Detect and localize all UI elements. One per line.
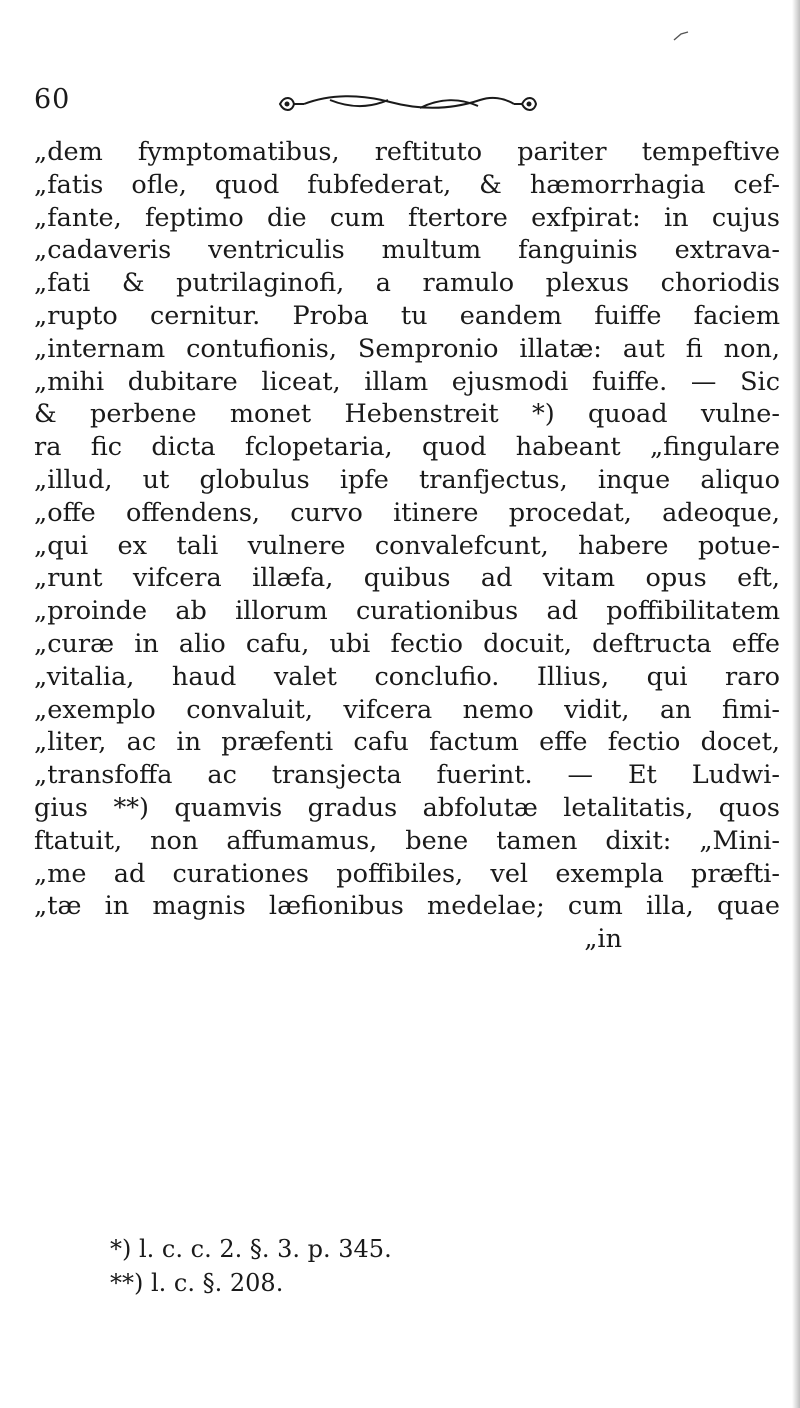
text-line: „rupto cernitur. Proba tu eandem fuiffe faciem [34,300,780,331]
text-line: „transfoffa ac transjecta fuerint. — Et Ludwi- [34,760,780,791]
text-line: „fati & putrilaginofi, a ramulo plexus choriodis [34,268,780,299]
body-text [34,136,780,956]
text-line: „fante, feptimo die cum ftertore exfpirat: in cujus [34,202,780,233]
text-line: „cadaveris ventriculis multum fanguinis extrava- [34,235,780,266]
text-line: „dem fymptomatibus, reftituto pariter tempeftive [34,137,780,167]
text-line: „vitalia, haud valet conclufio. Illius, qui raro [34,661,780,692]
text-line: „runt vifcera illæfa, quibus ad vitam opus eft, [34,563,780,594]
headpiece-ornament-icon [270,92,540,116]
printer-mark-icon [672,30,690,44]
footnote-1: *) l. c. c. 2. §. 3. p. 345. [110,1235,392,1263]
text-line: „illud, ut globulus ipfe tranfjectus, inque aliquo [34,464,780,495]
text-line: „mihi dubitare liceat, illam ejusmodi fuiffe. — Sic [34,366,780,397]
text-line: „proinde ab illorum curationibus ad poffibilitatem [34,596,780,627]
page-number: 60 [34,84,71,115]
text-line: ra fic dicta fclopetaria, quod habeant „fingulare [34,432,780,463]
text-line: „internam contufionis, Sempronio illatæ: aut fi non, [34,333,780,364]
text-line: gius **) quamvis gradus abfolutæ letalitatis, quos [34,792,780,823]
text-line: „fatis ofle, quod fubfederat, & hæmorrhagia cef- [34,169,780,200]
text-line: ftatuit, non affumamus, bene tamen dixit: „Mini- [34,825,780,856]
text-line: „tæ in magnis læfionibus medelae; cum illa, quae [34,891,780,922]
catchword: „in [584,924,622,955]
text-line: „offe offendens, curvo itinere procedat, adeoque, [34,497,780,528]
text-line: „curæ in alio cafu, ubi fectio docuit, deftructa effe [34,628,780,659]
text-line: „qui ex tali vulnere convalefcunt, habere potue- [34,530,780,561]
text-line: „me ad curationes poffibiles, vel exempla præfti- [34,858,780,889]
page-edge-shadow [792,0,800,1408]
footnote-2: **) l. c. §. 208. [110,1269,284,1297]
footnotes [110,1232,670,1300]
text-line: „exemplo convaluit, vifcera nemo vidit, an fimi- [34,694,780,725]
text-line: & perbene monet Hebenstreit *) quoad vulne- [34,399,780,430]
text-line: „liter, ac in præfenti cafu factum effe fectio docet, [34,727,780,758]
